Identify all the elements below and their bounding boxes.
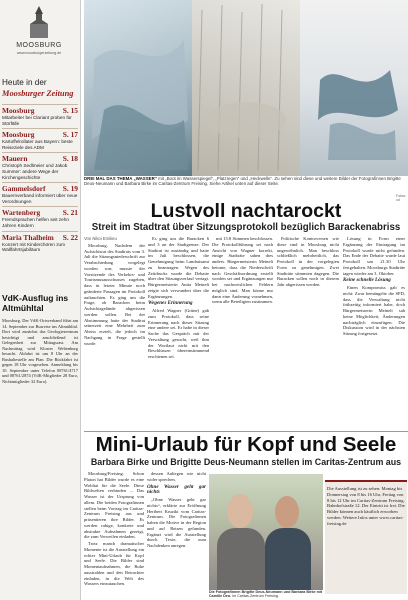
article1-col2-subheading: Wegenes Erinnerung <box>148 300 193 307</box>
toc-title: Mauern <box>2 154 28 164</box>
section-divider <box>84 431 408 432</box>
article1-col4 <box>277 236 339 428</box>
toc-desc: Mitarbeiter bei Clariant proben für Störfälle <box>2 115 72 126</box>
photographers-caption-lead: Die Fotografinnen Brigitte Deus-Neumann und Barbara Birke mit Camille Deu. <box>209 590 323 599</box>
toc-item[interactable] <box>2 206 78 230</box>
photographers-caption <box>209 590 323 599</box>
toc-page: S. 15 <box>62 106 78 115</box>
photographers-photo <box>209 474 323 590</box>
toc-page: S. 19 <box>62 184 78 194</box>
toc-desc: Kartoffelrollater aus Bayern: beste Reiseziele des ADM <box>2 139 73 150</box>
photo-heckwelle <box>300 0 408 176</box>
sidebar <box>0 0 81 600</box>
article2-col1b-text: Trotz manch dramatischer Momente ist die Ausstellung ein echter Mini-Urlaub für Kopf und Seele. Die Bilder sind Momentaufnahmen, die Ruhe ausstrahlen und den Betrachter einladen, in die Welt des Wassers einzutauchen. <box>84 541 144 587</box>
article2-col1 <box>84 471 144 599</box>
toc-title: Gammelsdorf <box>2 184 46 194</box>
table-of-contents <box>2 104 78 255</box>
vdk-body: Moosburg. Der VdK-Ortsverband führt am 14. September zur Busreise ins Altmühltal. Dort wird zunächst das Geologiezentrum besichtigt und anschließend ist Gelegenheit zur Mittagsrast. Am Nachmittag wird Kloster Weltenburg besucht. Abfahrt ist um 8 Uhr an der Bushaltestelle am Plan. Die Rückfahrt ist gegen 18 Uhr vorgesehen. Anmeldung bis 10. September unter Telefon 08761/4717 und 08761/2874 (VdK-Mitglieder 28 Euro, Nichtmitglieder 32 Euro). <box>2 318 78 385</box>
photo-caption-text: mit „Boot im Wasserspiegel“, „Platzregen“ und „Heckwelle“. Zu sehen sind diese und weitere Bilder der Fotografinnen Brigitte Deus-Neumann und Barbara Birke im Caritas-Zentrum Freising. Siehe Artikel unten auf dieser Seite. <box>84 176 401 187</box>
heute-paper: Moosburger Zeitung <box>2 89 74 98</box>
moosburg-logo <box>6 4 72 60</box>
article1-col2 <box>148 236 209 428</box>
article1-col5 <box>343 236 405 428</box>
toc-item[interactable] <box>2 231 78 255</box>
article1-col3 <box>212 236 273 428</box>
toc-item[interactable] <box>2 128 78 152</box>
toc-page: S. 21 <box>62 208 78 218</box>
photo-band <box>84 0 408 176</box>
heute-heading <box>2 77 78 99</box>
toc-desc: Konzert mit Kinderchören zum Wallfahrtsjubiläum <box>2 241 66 253</box>
toc-item[interactable] <box>2 104 78 128</box>
photo-platzregen <box>192 0 300 176</box>
article1-subhead: Streit im Stadtrat über Sitzungsprotokoll bezüglich Barackenabriss <box>91 222 401 233</box>
toc-page: S. 22 <box>62 232 78 242</box>
toc-title: Moosburg <box>2 106 35 115</box>
toc-desc: Christoph Sedlmeier und Jakob Summer: andere Wege der Kirchengeschichte <box>2 163 68 180</box>
logo-url: www.moosburgerzeitung.de <box>16 51 62 55</box>
article1-byline: Von Nikoi Emikeu <box>84 236 117 241</box>
article1-col1 <box>84 236 145 428</box>
toc-item[interactable] <box>2 182 78 206</box>
toc-desc: Bauernverband informiert über neue Verordnungen <box>2 193 78 204</box>
photo-caption <box>84 176 408 187</box>
article1-col5-text: Lösung in Form einer Ergänzung der Eintragung im Protokoll wurde nicht gefunden. Das Ende der Debatte wurde laut Protokoll um 21.30 Uhr festgehalten. Moosburgs Stadträte tagen wieder am 3. Oktober. <box>343 236 405 276</box>
article2-headline: Mini-Urlaub für Kopf und Seele <box>95 433 397 456</box>
photo-credit: Fotos: cd <box>396 194 406 202</box>
photographers-caption-rest: im Caritas-Zentrum Freising. <box>232 594 279 599</box>
infobox-text: Die Ausstellung ist zu sehen: Montag bis Donnerstag von 8 bis 16 Uhr, Freitag von 8 bis 12 Uhr im Caritas-Zentrum Freising, Bahnhofstraße 12. Der Eintritt ist frei. Die Bilder können auch käuflich erworben werden. Weitere Infos unter www.caritas-freising.de <box>327 486 405 526</box>
article1-col3-text: mit 15:8 Stimmen beschlossen. Die Protokollführung sei nach Ansicht von Wagner korrekt, einige Stadträte sahen dies anders. Bürgermeisterin Meinelt betonte, dass die Niederschrift nach Geschäftsordnung erstellt worden sei und Ergänzungen nur bei nachweislichen Fehlern möglich sind. Man könne nur dann eine Änderung vornehmen, wenn alle Beteiligten zustimmen. <box>212 236 273 305</box>
article1-col2b-text: Alfred Wagner (Grüne) gab zum Protokoll, dass seine Erinnerung nach dieser Sitzung eine andere sei. Er habe in dieser Sache das Gespräch mit der Verwaltung gesucht, weil ihm der Wortlaut nicht mit den Beschlüssen übereinstimmend erschienen sei. <box>148 308 209 359</box>
article2-col2-subheading: Ohne Wasser geht gar nichts <box>147 483 206 496</box>
article2-col2a-text: dessen Anliegen wie nicht wider sprechen. <box>147 471 206 482</box>
exhibition-infobox <box>325 480 407 594</box>
toc-desc: Fremdsprachen helfen seit zehn Jahren Kindern <box>2 217 69 228</box>
photo-boot-im-wasserspiegel <box>84 0 192 176</box>
toc-item[interactable] <box>2 152 78 182</box>
heute-prefix: Heute in der <box>2 78 47 87</box>
article1-col5-subheading: Keine schnelle Lösung <box>343 277 391 284</box>
toc-title: Wartenberg <box>2 208 41 218</box>
article2-col1-text: Moosburg/Freising. Schon Platon hat Bilder wurde es eine Wohltat für die Seele. Diese Bildwelten verbinden ... Das Wasser ist der Ursprung von allem. Die beiden Fotografinnen stellen beim Vortrag im Caritas-Zentrum Freising aus und präsentieren ihre Bilder. Es werden ruhige, konkrete und abstrakte Aufnahmen gezeigt, die zum Verweilen einladen. <box>84 471 144 540</box>
vdk-headline: VdK-Ausflug ins Altmühltal <box>2 293 69 313</box>
toc-page: S. 17 <box>62 130 78 140</box>
article2-subhead: Barbara Birke und Brigitte Deus-Neumann stellen im Caritas-Zentrum aus <box>90 457 402 467</box>
toc-page: S. 18 <box>62 154 78 164</box>
church-tower-icon <box>28 6 50 40</box>
article1-col4-text: Politische Kontroversen wie diese sind in Moosburg nicht ungewöhnlich. Man beschloss schließlich mehrheitlich, das Protokoll in der vorgelegten Form zu genehmigen. Zwei Stadträte stimmten dagegen. Die Baracken sollen noch in diesem Jahr abgerissen werden. <box>277 236 339 287</box>
article1-headline: Lustvoll nachtarockt <box>150 200 342 222</box>
photo-caption-lead: DREI MAL DAS THEMA „WASSER“ <box>84 176 157 181</box>
toc-title: Maria Thalheim <box>2 232 54 242</box>
article1-col2-text: Es ging um die Baracken 6 und 3 an der Stadtgrenze. Der Stadtrat ist zuständig und hatte im Juli beschlossen, die Genehmigung beim Landratsamt zu beantragen. Wegen des Zeitdrucks wurde die Debatte über den Sitzungsverlauf vertagt. Bürgermeisterin Anita Meinelt zeigte sich verwundert über die Ergänzungen. <box>148 236 209 299</box>
toc-title: Moosburg <box>2 130 35 140</box>
article2-col2 <box>147 471 206 599</box>
article1-col5b-text: Einen Kompromiss gab es nicht: Zwar bemängelte die SPD, dass die Verwaltung nicht frühzeitig informiert habe, doch Bürgermeisterin Meinelt sah keine Möglichkeit, Änderungen nachträglich einzufügen. Die Diskussion wird in der nächsten Sitzung fortgesetzt. <box>343 285 405 336</box>
article1-col1-text: Moosburg. Nachdem der Aufsichtsrat des Stadtrats vom 3. Juli die Sitzungsniederschrift zur Verabschiedung vorgelegt worden war, musste der Vorsitzende des Verkehrs- und Tourismusausschusses zugeben, dass in letzter Minute noch geänderte Passagen im Protokoll auftauchten. Es ging um die Frage, ob Baracken beim Aufsichtsgelände abgerissen werden sollen. Bei der Abstimmung hatte der Stadtrat seinerzeit eine Mehrheit zum Abriss erzielt, die jedoch im Nachgang in Frage gestellt wurde. <box>84 242 145 346</box>
article2-col2-text: „Ohne Wasser geht gar nichts“, erklärte zur Eröffnung Heribert Kruziki vom Caritas-Zentrum. Die Fotografinnen haben die Motive in der Region und auf Reisen gefunden. Ergänzt wird die Ausstellung durch Texte, die zum Nachdenken anregen. <box>147 497 206 548</box>
logo-name: MOOSBURG <box>16 42 62 49</box>
